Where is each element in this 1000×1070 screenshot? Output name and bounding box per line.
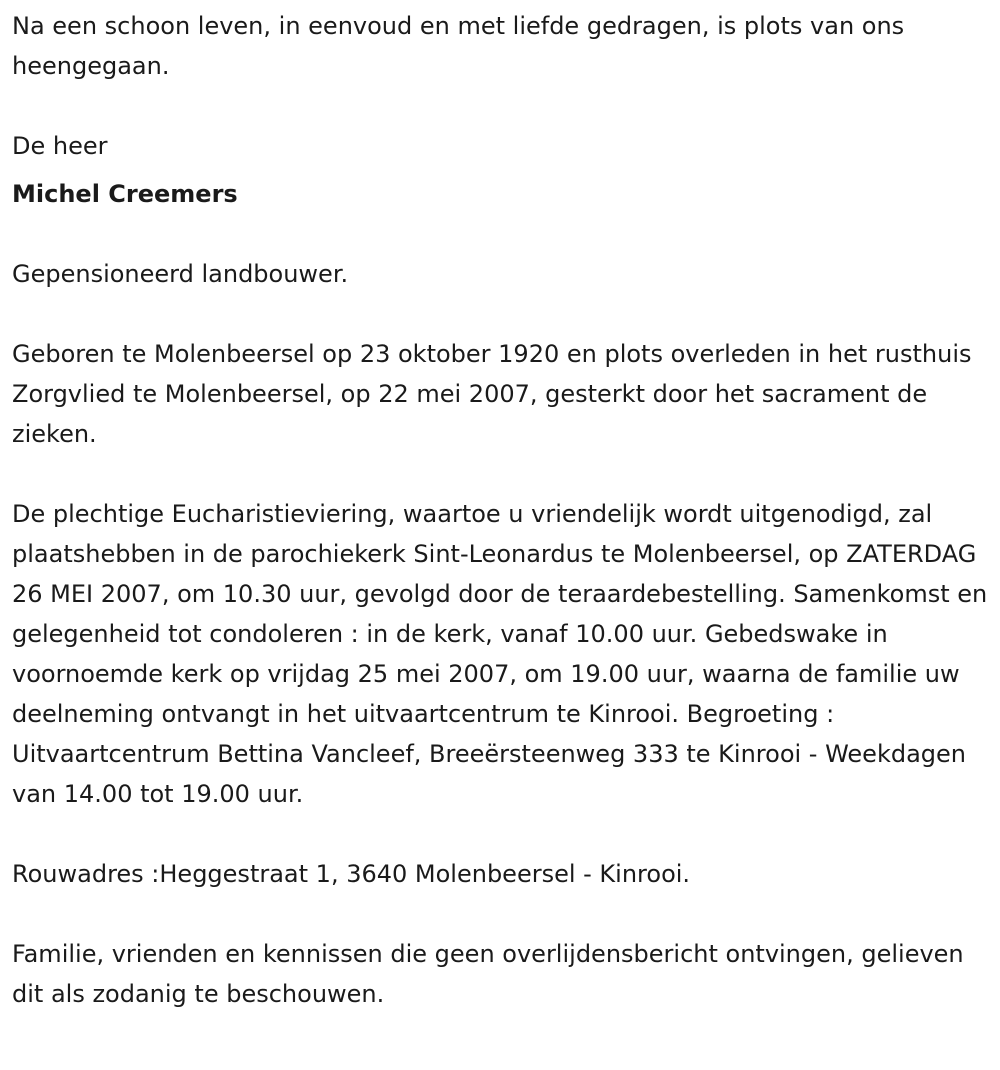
obituary-notice	[12, 6, 992, 1014]
salutation: De heer	[12, 132, 108, 160]
mourning-address: Rouwadres :Heggestraat 1, 3640 Molenbeersel - Kinrooi.	[12, 860, 691, 888]
birth-death-paragraph: Geboren te Molenbeersel op 23 oktober 1920 en plots overleden in het rusthuis Zorgvlied te Molenbeersel, op 22 mei 2007, gesterkt door het sacrament de zieken.	[12, 340, 972, 448]
spacer	[12, 814, 992, 854]
intro-paragraph: Na een schoon leven, in eenvoud en met liefde gedragen, is plots van ons heengegaan.	[12, 12, 905, 80]
spacer	[12, 454, 992, 494]
spacer	[12, 86, 992, 126]
ceremony-paragraph: De plechtige Eucharistieviering, waartoe u vriendelijk wordt uitgenodigd, zal plaatshebben in de parochiekerk Sint-Leonardus te Molenbeersel, op ZATERDAG 26 MEI 2007, om 10.30 uur, gevolgd door de teraardebestelling. Samenkomst en gelegenheid tot condoleren : in de kerk, vanaf 10.00 uur. Gebedswake in voornoemde kerk op vrijdag 25 mei 2007, om 19.00 uur, waarna de familie uw deelneming ontvangt in het uitvaartcentrum te Kinrooi. Begroeting : Uitvaartcentrum Bettina Vancleef, Breeërsteenweg 333 te Kinrooi - Weekdagen van 14.00 tot 19.00 uur.	[12, 500, 988, 808]
closing-paragraph: Familie, vrienden en kennissen die geen overlijdensbericht ontvingen, gelieven dit als zodanig te beschouwen.	[12, 940, 964, 1008]
spacer	[12, 894, 992, 934]
profession: Gepensioneerd landbouwer.	[12, 260, 349, 288]
deceased-name: Michel Creemers	[12, 180, 238, 208]
spacer	[12, 294, 992, 334]
spacer	[12, 214, 992, 254]
